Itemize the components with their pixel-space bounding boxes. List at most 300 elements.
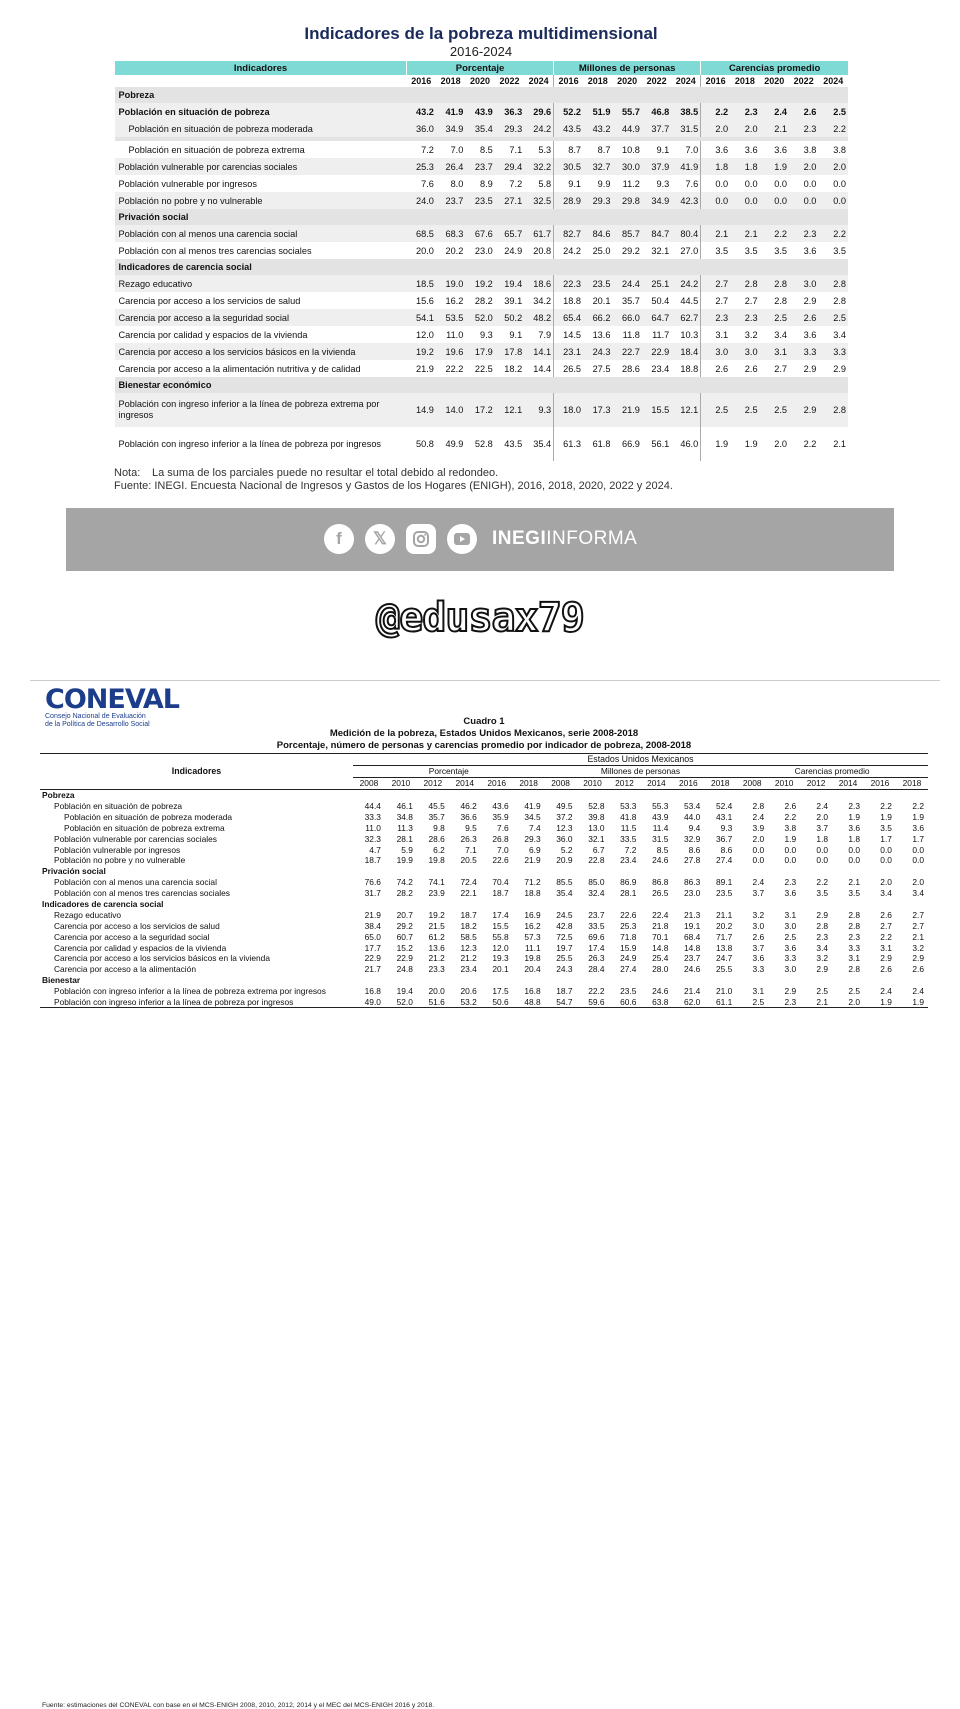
section-cell: [612, 259, 641, 275]
value-cell: 2.8: [752, 801, 765, 811]
table-row: [115, 242, 849, 259]
value-cell: 2.9: [816, 964, 829, 975]
value-cell: 24.6: [652, 986, 669, 997]
value-cell: 33.5: [620, 833, 637, 844]
value-cell: 26.4: [436, 158, 465, 175]
value-cell: 70.1: [652, 931, 669, 942]
coneval-caption: [40, 716, 928, 752]
table-row: [40, 888, 928, 899]
value-cell: 11.3: [397, 822, 413, 833]
value-cell: 29.4: [495, 158, 524, 175]
author-handle: @edusax79: [376, 595, 584, 641]
value-cell: 21.9: [612, 393, 641, 427]
value-cell: 66.9: [621, 439, 640, 449]
value-cell: 69.6: [588, 931, 605, 942]
value-cell: 50.2: [495, 309, 524, 326]
year-header: 2020: [612, 75, 641, 87]
value-cell: 2.7: [701, 275, 730, 292]
value-cell: 19.6: [436, 343, 465, 360]
value-cell: 2.0: [789, 158, 818, 175]
value-cell: 2.9: [803, 363, 817, 374]
coneval-header-carencias: Carencias promedio: [736, 765, 928, 777]
row-label: Carencia por acceso a la alimentación: [54, 964, 196, 975]
section-cell: [612, 209, 641, 225]
value-cell: 6.9: [528, 844, 541, 855]
value-cell: 65.0: [364, 931, 381, 942]
value-cell: 15.5: [492, 920, 509, 931]
value-cell: 17.9: [465, 343, 494, 360]
value-cell: 53.4: [684, 801, 701, 811]
value-cell: 3.6: [848, 822, 860, 833]
value-cell: 0.0: [833, 178, 846, 189]
value-cell: 9.1: [554, 175, 583, 192]
value-cell: 23.5: [465, 192, 494, 209]
value-cell: 19.8: [524, 953, 541, 964]
value-cell: 23.5: [583, 275, 612, 292]
row-label: Población con al menos tres carencias sociales: [54, 888, 230, 899]
row-label: Población con ingreso inferior a la línea de pobreza extrema por ingresos: [54, 986, 326, 997]
value-cell: 0.0: [816, 844, 829, 855]
value-cell: 20.1: [592, 295, 611, 306]
value-cell: 2.8: [818, 275, 848, 292]
value-cell: 24.8: [396, 964, 413, 975]
value-cell: 2.5: [736, 997, 768, 1008]
section-row: [115, 87, 849, 103]
section-cell: [730, 377, 759, 393]
section-cell: [701, 259, 730, 275]
value-cell: 22.1: [460, 888, 477, 899]
value-cell: 29.3: [583, 192, 612, 209]
row-label: Población en situación de pobreza extrema: [128, 144, 305, 155]
value-cell: 21.9: [524, 855, 541, 866]
row-label: Población en situación de pobreza moderada: [115, 120, 407, 137]
row-label: Carencia por acceso a los servicios básicos en la vivienda: [54, 953, 270, 964]
value-cell: 43.2: [407, 103, 436, 120]
value-cell: 46.1: [396, 801, 413, 811]
value-cell: 0.0: [752, 855, 765, 866]
value-cell: 41.8: [620, 811, 637, 822]
value-cell: 0.0: [848, 844, 860, 855]
row-label: Población en situación de pobreza: [115, 103, 407, 120]
section-row: [40, 789, 928, 800]
value-cell: 52.4: [715, 801, 733, 811]
value-cell: 7.6: [685, 178, 699, 189]
row-label: Carencia por calidad y espacios de la vivienda: [118, 329, 308, 340]
value-cell: 2.1: [833, 439, 846, 449]
value-cell: 39.1: [504, 295, 523, 306]
value-cell: 23.5: [715, 888, 733, 899]
value-cell: 7.2: [509, 178, 523, 189]
value-cell: 18.8: [524, 888, 541, 899]
value-cell: 18.7: [492, 888, 509, 899]
inegi-poverty-table-section: [114, 24, 848, 493]
value-cell: 32.5: [524, 192, 553, 209]
year-header: 2022: [789, 75, 818, 87]
row-label: Población no pobre y no vulnerable: [54, 855, 186, 866]
note-text: La suma de los parciales puede no resultar el total debido al redondeo.: [152, 467, 499, 479]
value-cell: 24.9: [620, 953, 637, 964]
value-cell: 26.5: [554, 360, 583, 377]
value-cell: 3.1: [760, 343, 789, 360]
section-cell: [730, 259, 759, 275]
value-cell: 2.4: [752, 877, 765, 888]
value-cell: 51.6: [417, 997, 449, 1008]
value-cell: 23.4: [460, 964, 477, 975]
value-cell: 3.6: [752, 953, 765, 964]
value-cell: 18.8: [680, 363, 699, 374]
value-cell: 2.3: [701, 309, 730, 326]
value-cell: 2.1: [730, 225, 759, 242]
value-cell: 35.4: [556, 888, 573, 899]
section-cell: [789, 209, 818, 225]
value-cell: 25.4: [652, 953, 669, 964]
value-cell: 2.0: [832, 997, 864, 1008]
row-label: Población con ingreso inferior a la línea de pobreza por ingresos: [118, 438, 382, 449]
table-row: [40, 811, 928, 822]
row-label: Carencia por acceso a la alimentación nutritiva y de calidad: [118, 363, 361, 374]
value-cell: 23.4: [651, 363, 670, 374]
value-cell: 23.9: [428, 888, 445, 899]
value-cell: 2.2: [803, 439, 817, 449]
value-cell: 41.9: [436, 103, 465, 120]
row-label: Población con al menos una carencia social: [115, 225, 407, 242]
value-cell: 22.3: [554, 275, 583, 292]
value-cell: 21.7: [364, 964, 381, 975]
value-cell: 1.8: [848, 833, 860, 844]
value-cell: 41.9: [524, 801, 541, 811]
section-cell: [583, 377, 612, 393]
value-cell: 7.6: [421, 178, 434, 189]
value-cell: 16.8: [524, 986, 541, 997]
year-header: 2012: [800, 777, 832, 789]
row-label: Población en situación de pobreza moderada: [64, 811, 233, 822]
value-cell: 61.7: [524, 225, 553, 242]
table-row: [115, 120, 849, 137]
table-row: [40, 833, 928, 844]
row-label: Población con al menos una carencia social: [54, 877, 217, 888]
value-cell: 50.8: [416, 439, 434, 449]
value-cell: 3.0: [730, 343, 759, 360]
value-cell: 46.8: [642, 103, 671, 120]
value-cell: 14.1: [524, 343, 553, 360]
value-cell: 12.0: [492, 942, 509, 953]
value-cell: 18.0: [554, 393, 583, 427]
value-cell: 2.8: [848, 920, 860, 931]
value-cell: 2.0: [701, 120, 730, 137]
year-header: 2010: [768, 777, 800, 789]
value-cell: 31.5: [652, 833, 669, 844]
value-cell: 13.6: [592, 329, 611, 340]
value-cell: 61.1: [704, 997, 736, 1008]
value-cell: 38.5: [671, 103, 700, 120]
value-cell: 42.3: [671, 192, 700, 209]
value-cell: 2.7: [744, 295, 758, 306]
value-cell: 2.4: [880, 986, 892, 997]
social-banner: [66, 508, 894, 571]
value-cell: 6.7: [592, 844, 605, 855]
value-cell: 2.4: [752, 811, 765, 822]
row-label: Carencia por calidad y espacios de la vivienda: [54, 942, 227, 953]
value-cell: 2.9: [880, 953, 892, 964]
value-cell: 2.0: [818, 158, 848, 175]
value-cell: 35.7: [428, 811, 445, 822]
value-cell: 25.3: [620, 920, 637, 931]
section-cell: [465, 259, 494, 275]
value-cell: 53.3: [620, 801, 637, 811]
value-cell: 19.9: [396, 855, 413, 866]
value-cell: 5.9: [401, 844, 413, 855]
youtube-icon[interactable]: [447, 524, 477, 554]
section-row: [115, 259, 849, 275]
table-row: [40, 855, 928, 866]
inegi-source: Fuente: INEGI. Encuesta Nacional de Ingresos y Gastos de los Hogares (ENIGH), 2016, 2018, 2020, 2022 y 2024.: [114, 480, 673, 492]
table-row: [40, 877, 928, 888]
table-row: [115, 103, 849, 120]
year-header: 2016: [701, 75, 730, 87]
value-cell: 29.3: [524, 833, 541, 844]
year-header: 2010: [577, 777, 609, 789]
value-cell: 8.5: [479, 144, 493, 155]
value-cell: 24.3: [583, 343, 612, 360]
value-cell: 12.0: [416, 329, 434, 340]
year-header: 2018: [730, 75, 759, 87]
value-cell: 18.5: [407, 275, 436, 292]
value-cell: 44.0: [684, 811, 701, 822]
value-cell: 24.9: [504, 245, 523, 256]
value-cell: 13.0: [588, 822, 605, 833]
value-cell: 0.0: [803, 178, 817, 189]
value-cell: 27.8: [684, 855, 701, 866]
value-cell: 12.1: [495, 393, 524, 427]
value-cell: 12.1: [671, 393, 700, 427]
section-cell: [789, 87, 818, 103]
value-cell: 18.2: [460, 920, 477, 931]
value-cell: 25.5: [715, 964, 733, 975]
inegi-note: [114, 467, 848, 493]
inegi-subtitle: 2016-2024: [449, 44, 513, 59]
value-cell: 72.4: [460, 877, 477, 888]
value-cell: 20.7: [396, 909, 413, 920]
value-cell: 44.4: [364, 801, 381, 811]
value-cell: 61.2: [428, 931, 445, 942]
value-cell: 31.5: [671, 120, 700, 137]
table-row: [40, 953, 928, 964]
value-cell: 2.2: [880, 801, 892, 811]
value-cell: 3.3: [784, 953, 797, 964]
value-cell: 6.2: [433, 844, 445, 855]
year-header: 2024: [818, 75, 848, 87]
coneval-logo: CONEVAL Consejo Nacional de Evaluación de la Política de Desarrollo Social: [45, 684, 179, 728]
section-cell: [436, 377, 465, 393]
facebook-icon[interactable]: f: [324, 524, 354, 554]
note-label: Nota:: [114, 467, 141, 479]
value-cell: 2.7: [880, 920, 892, 931]
x-icon[interactable]: 𝕏: [365, 524, 395, 554]
table-row: [115, 141, 849, 158]
value-cell: 85.5: [556, 877, 573, 888]
value-cell: 36.6: [460, 811, 477, 822]
table-row: [115, 275, 849, 292]
value-cell: 2.5: [730, 393, 759, 427]
section-cell: [465, 209, 494, 225]
value-cell: 23.5: [620, 986, 637, 997]
year-header: 2012: [609, 777, 641, 789]
value-cell: 1.9: [880, 811, 892, 822]
value-cell: 2.3: [816, 931, 829, 942]
value-cell: 2.0: [774, 439, 787, 449]
section-cell: [730, 209, 759, 225]
value-cell: 0.0: [701, 192, 730, 209]
value-cell: 24.0: [407, 192, 436, 209]
value-cell: 11.7: [652, 329, 670, 340]
value-cell: 3.6: [701, 141, 730, 158]
value-cell: 2.0: [730, 120, 759, 137]
value-cell: 84.7: [642, 225, 671, 242]
value-cell: 46.0: [680, 439, 699, 449]
value-cell: 20.6: [460, 986, 477, 997]
value-cell: 22.2: [588, 986, 605, 997]
value-cell: 1.9: [744, 439, 758, 449]
row-label: Rezago educativo: [54, 909, 122, 920]
value-cell: 42.8: [556, 920, 573, 931]
value-cell: 2.8: [848, 909, 860, 920]
table-row: [115, 343, 849, 360]
value-cell: 11.4: [652, 822, 669, 833]
table-row: [40, 920, 928, 931]
value-cell: 32.2: [524, 158, 553, 175]
value-cell: 14.9: [407, 393, 436, 427]
value-cell: 3.5: [848, 888, 860, 899]
value-cell: 30.0: [612, 158, 641, 175]
value-cell: 36.0: [556, 833, 573, 844]
value-cell: 2.9: [912, 953, 924, 964]
table-row: [40, 909, 928, 920]
value-cell: 22.9: [642, 343, 671, 360]
value-cell: 0.0: [912, 844, 924, 855]
value-cell: 43.2: [583, 120, 612, 137]
table-row: [115, 427, 849, 461]
value-cell: 2.5: [701, 393, 730, 427]
section-cell: [760, 259, 789, 275]
value-cell: 24.2: [524, 120, 553, 137]
value-cell: 2.3: [730, 103, 759, 120]
value-cell: 3.6: [744, 144, 758, 155]
value-cell: 20.2: [445, 245, 464, 256]
table-row: [115, 326, 849, 343]
value-cell: 43.9: [465, 103, 494, 120]
value-cell: 37.2: [556, 811, 573, 822]
year-header: 2022: [642, 75, 671, 87]
value-cell: 0.0: [730, 192, 759, 209]
value-cell: 27.1: [495, 192, 524, 209]
value-cell: 35.4: [465, 120, 494, 137]
value-cell: 3.4: [880, 888, 892, 899]
section-cell: [760, 377, 789, 393]
value-cell: 7.0: [685, 144, 699, 155]
value-cell: 15.6: [416, 295, 434, 306]
value-cell: 3.2: [744, 329, 758, 340]
section-cell: [789, 259, 818, 275]
row-label: Población en situación de pobreza extrema: [64, 822, 225, 833]
table-row: [115, 158, 849, 175]
value-cell: 34.9: [436, 120, 465, 137]
row-label: Rezago educativo: [115, 275, 407, 292]
value-cell: 43.5: [554, 120, 583, 137]
value-cell: 32.7: [583, 158, 612, 175]
value-cell: 20.0: [428, 986, 445, 997]
value-cell: 2.2: [818, 120, 848, 137]
value-cell: 19.1: [684, 920, 701, 931]
value-cell: 34.9: [642, 192, 671, 209]
value-cell: 28.2: [396, 888, 413, 899]
value-cell: 2.8: [760, 275, 789, 292]
value-cell: 14.0: [436, 393, 465, 427]
value-cell: 3.6: [803, 245, 817, 256]
inegi-informa-brand[interactable]: INEGIINFORMA: [492, 528, 638, 549]
coneval-subtitle: Porcentaje, número de personas y carencias promedio por indicador de pobreza, 2008-2018: [276, 740, 692, 751]
value-cell: 44.5: [680, 295, 699, 306]
value-cell: 2.6: [789, 103, 818, 120]
value-cell: 35.4: [533, 439, 552, 449]
value-cell: 3.7: [752, 942, 765, 953]
value-cell: 19.2: [465, 275, 494, 292]
table-row: [115, 192, 849, 209]
value-cell: 67.6: [465, 225, 494, 242]
section-cell: [407, 87, 436, 103]
value-cell: 89.1: [715, 877, 733, 888]
section-cell: [701, 209, 730, 225]
value-cell: 14.8: [652, 942, 669, 953]
value-cell: 7.6: [497, 822, 509, 833]
value-cell: 14.5: [554, 326, 583, 343]
value-cell: 17.5: [492, 986, 509, 997]
value-cell: 16.2: [524, 920, 541, 931]
value-cell: 84.6: [583, 225, 612, 242]
value-cell: 0.0: [816, 855, 829, 866]
value-cell: 74.2: [396, 877, 413, 888]
value-cell: 33.3: [364, 811, 381, 822]
value-cell: 18.2: [504, 363, 523, 374]
divider: [30, 680, 940, 681]
value-cell: 4.7: [369, 844, 381, 855]
value-cell: 9.4: [688, 822, 701, 833]
section-cell: [524, 209, 553, 225]
year-header: 2018: [583, 75, 612, 87]
section-row: [40, 866, 928, 877]
value-cell: 46.2: [460, 801, 477, 811]
year-header-blank: [115, 75, 407, 87]
value-cell: 29.2: [621, 245, 640, 256]
row-label: Carencia por acceso a los servicios de salud: [54, 920, 220, 931]
value-cell: 66.0: [612, 309, 641, 326]
value-cell: 23.4: [620, 855, 637, 866]
instagram-icon[interactable]: [406, 524, 436, 554]
value-cell: 52.8: [474, 439, 493, 449]
value-cell: 20.0: [416, 245, 434, 256]
value-cell: 26.5: [652, 888, 669, 899]
value-cell: 63.8: [640, 997, 672, 1008]
section-cell: [554, 87, 583, 103]
value-cell: 23.7: [436, 192, 465, 209]
value-cell: 27.4: [715, 855, 733, 866]
value-cell: 25.0: [592, 245, 611, 256]
year-header: 2016: [554, 75, 583, 87]
value-cell: 11.0: [446, 329, 464, 340]
value-cell: 24.2: [671, 275, 700, 292]
value-cell: 9.1: [509, 329, 523, 340]
value-cell: 3.1: [701, 326, 730, 343]
value-cell: 1.9: [848, 811, 860, 822]
